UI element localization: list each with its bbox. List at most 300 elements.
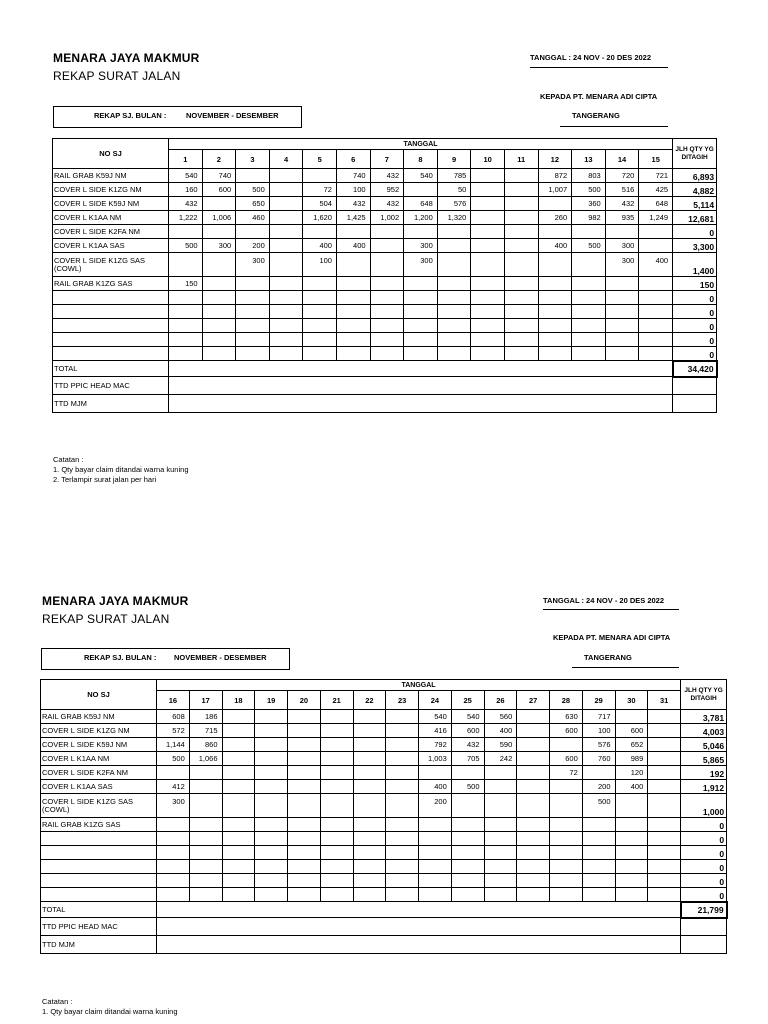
signature-row	[41, 918, 727, 936]
qty-cell	[353, 846, 386, 860]
qty-cell	[320, 860, 353, 874]
qty-cell: 500	[582, 794, 615, 818]
qty-cell	[484, 780, 517, 794]
qty-cell: 1,002	[370, 211, 404, 225]
total-span	[157, 902, 681, 918]
qty-cell	[288, 888, 321, 902]
qty-cell: 600	[550, 752, 583, 766]
row-total: 0	[681, 832, 727, 846]
day-header: 7	[370, 150, 404, 169]
table-row	[41, 710, 727, 724]
day-header: 22	[353, 691, 386, 710]
item-name: COVER L SIDE K2FA NM	[53, 225, 169, 239]
qty-cell	[157, 766, 190, 780]
qty-cell	[320, 846, 353, 860]
qty-cell: 200	[419, 794, 452, 818]
qty-cell	[451, 794, 484, 818]
table-row	[41, 860, 727, 874]
qty-cell: 432	[370, 197, 404, 211]
day-header: 17	[189, 691, 222, 710]
item-name: RAIL GRAB K1ZG SAS	[53, 277, 169, 291]
qty-cell: 500	[157, 752, 190, 766]
qty-cell: 516	[605, 183, 639, 197]
qty-cell	[517, 738, 550, 752]
table-row	[41, 794, 727, 818]
qty-cell	[222, 738, 255, 752]
qty-cell	[451, 860, 484, 874]
qty-cell	[386, 860, 419, 874]
qty-cell	[550, 832, 583, 846]
qty-cell	[353, 888, 386, 902]
qty-cell: 1,144	[157, 738, 190, 752]
qty-cell: 242	[484, 752, 517, 766]
day-header: 21	[320, 691, 353, 710]
notes-title: Catatan :	[42, 997, 73, 1006]
qty-cell	[222, 794, 255, 818]
day-header: 4	[269, 150, 303, 169]
item-name: COVER L SIDE K1ZG SAS (COWL)	[41, 794, 157, 818]
item-name: COVER L K1AA SAS	[53, 239, 169, 253]
day-header: 3	[236, 150, 270, 169]
qty-cell: 400	[538, 239, 572, 253]
qty-cell	[255, 860, 288, 874]
qty-cell	[222, 724, 255, 738]
qty-cell	[255, 710, 288, 724]
qty-cell	[517, 780, 550, 794]
notes	[42, 997, 178, 1017]
qty-cell: 715	[189, 724, 222, 738]
item-name	[41, 846, 157, 860]
qty-cell	[288, 818, 321, 832]
qty-cell	[288, 752, 321, 766]
qty-cell	[320, 818, 353, 832]
row-total: 192	[681, 766, 727, 780]
qty-cell: 540	[404, 169, 438, 183]
qty-cell	[353, 710, 386, 724]
note-item: 2. Terlampir surat jalan per hari	[53, 475, 157, 484]
qty-cell	[222, 752, 255, 766]
day-header: 10	[471, 150, 505, 169]
row-total: 0	[681, 860, 727, 874]
row-total: 4,003	[681, 724, 727, 738]
qty-cell	[550, 874, 583, 888]
qty-cell	[386, 724, 419, 738]
qty-cell: 785	[437, 169, 471, 183]
qty-cell	[419, 860, 452, 874]
signature-mjm-label: TTD MJM	[53, 395, 169, 413]
header-row	[41, 680, 727, 691]
qty-cell	[255, 724, 288, 738]
table-row	[41, 766, 727, 780]
qty-cell: 400	[615, 780, 648, 794]
qty-cell	[189, 860, 222, 874]
rekap-table	[40, 679, 728, 954]
qty-cell	[189, 766, 222, 780]
qty-cell: 572	[157, 724, 190, 738]
row-total: 5,046	[681, 738, 727, 752]
qty-cell	[288, 738, 321, 752]
qty-cell	[550, 818, 583, 832]
company-name: MENARA JAYA MAKMUR	[42, 594, 189, 608]
qty-cell: 608	[157, 710, 190, 724]
qty-cell	[615, 794, 648, 818]
qty-cell	[255, 818, 288, 832]
day-header: 11	[504, 150, 538, 169]
qty-cell	[517, 874, 550, 888]
qty-cell: 1,066	[189, 752, 222, 766]
qty-cell	[615, 818, 648, 832]
qty-cell	[582, 874, 615, 888]
row-total: 3,300	[673, 239, 717, 253]
day-header: 8	[404, 150, 438, 169]
qty-cell	[288, 780, 321, 794]
qty-cell: 1,003	[419, 752, 452, 766]
qty-cell: 872	[538, 169, 572, 183]
qty-cell	[615, 874, 648, 888]
qty-cell	[320, 766, 353, 780]
qty-cell: 500	[236, 183, 270, 197]
qty-cell: 300	[236, 253, 270, 277]
grand-total: 34,420	[673, 361, 717, 377]
tanggal-range: TANGGAL : 24 NOV - 20 DES 2022	[543, 596, 665, 605]
row-total: 0	[681, 888, 727, 902]
qty-cell: 460	[236, 211, 270, 225]
qty-cell: 50	[437, 183, 471, 197]
qty-cell	[288, 874, 321, 888]
city: TANGERANG	[584, 653, 632, 662]
note-item: 1. Qty bayar claim ditandai warna kuning	[42, 1007, 178, 1016]
table-row	[41, 780, 727, 794]
qty-cell	[157, 888, 190, 902]
day-header: 1	[169, 150, 203, 169]
qty-cell	[288, 860, 321, 874]
day-header: 19	[255, 691, 288, 710]
item-name: COVER L SIDE K1ZG NM	[53, 183, 169, 197]
qty-cell: 1,620	[303, 211, 337, 225]
city: TANGERANG	[572, 111, 620, 120]
qty-cell	[222, 846, 255, 860]
row-total: 1,912	[681, 780, 727, 794]
row-total: 1,400	[673, 253, 717, 277]
qty-cell: 576	[582, 738, 615, 752]
qty-cell: 652	[615, 738, 648, 752]
recipient: KEPADA PT. MENARA ADI CIPTA	[540, 92, 658, 101]
table-row	[41, 846, 727, 860]
qty-cell	[615, 888, 648, 902]
qty-cell	[353, 766, 386, 780]
qty-cell: 400	[336, 239, 370, 253]
qty-cell	[648, 780, 681, 794]
qty-cell	[451, 846, 484, 860]
sheet-subtitle: REKAP SURAT JALAN	[53, 69, 181, 83]
qty-cell	[550, 846, 583, 860]
table-row	[41, 874, 727, 888]
qty-cell	[517, 818, 550, 832]
qty-cell	[582, 888, 615, 902]
item-name: RAIL GRAB K1ZG SAS	[41, 818, 157, 832]
qty-cell	[386, 710, 419, 724]
qty-cell	[648, 832, 681, 846]
qty-cell	[255, 888, 288, 902]
day-header: 26	[484, 691, 517, 710]
qty-cell: 100	[336, 183, 370, 197]
total-label: TOTAL	[41, 902, 157, 918]
qty-cell	[517, 888, 550, 902]
qty-cell	[451, 888, 484, 902]
qty-cell	[353, 794, 386, 818]
row-total: 4,882	[673, 183, 717, 197]
qty-cell	[484, 818, 517, 832]
qty-cell	[451, 766, 484, 780]
qty-cell: 300	[202, 239, 236, 253]
qty-cell	[386, 794, 419, 818]
day-header: 25	[451, 691, 484, 710]
item-name: RAIL GRAB K59J NM	[41, 710, 157, 724]
qty-cell	[320, 752, 353, 766]
qty-cell	[189, 832, 222, 846]
qty-cell: 600	[202, 183, 236, 197]
qty-cell: 160	[169, 183, 203, 197]
qty-cell: 432	[451, 738, 484, 752]
qty-cell	[353, 780, 386, 794]
qty-cell	[386, 888, 419, 902]
table-row	[41, 752, 727, 766]
qty-cell: 260	[538, 211, 572, 225]
rekap-month-value: NOVEMBER - DESEMBER	[186, 111, 279, 120]
col-header-qty: JLH QTY YG DITAGIH	[681, 680, 727, 710]
item-name: COVER L K1AA SAS	[41, 780, 157, 794]
qty-cell	[615, 832, 648, 846]
day-header: 30	[615, 691, 648, 710]
qty-cell	[517, 860, 550, 874]
qty-cell	[222, 818, 255, 832]
qty-cell: 186	[189, 710, 222, 724]
table-row	[41, 818, 727, 832]
qty-cell	[484, 888, 517, 902]
qty-cell	[550, 888, 583, 902]
qty-cell: 1,006	[202, 211, 236, 225]
row-total: 5,114	[673, 197, 717, 211]
qty-cell	[255, 874, 288, 888]
qty-cell	[582, 766, 615, 780]
qty-cell	[157, 860, 190, 874]
qty-cell: 989	[615, 752, 648, 766]
row-total: 0	[681, 874, 727, 888]
qty-cell	[484, 846, 517, 860]
qty-cell	[157, 874, 190, 888]
qty-cell	[517, 710, 550, 724]
qty-cell	[386, 738, 419, 752]
qty-cell: 720	[605, 169, 639, 183]
signature-ppic-label: TTD PPIC HEAD MAC	[41, 918, 157, 936]
day-header: 31	[648, 691, 681, 710]
qty-cell	[615, 846, 648, 860]
row-total: 0	[673, 225, 717, 239]
qty-cell	[157, 832, 190, 846]
item-name: COVER L SIDE K2FA NM	[41, 766, 157, 780]
qty-cell: 935	[605, 211, 639, 225]
item-name: COVER L SIDE K59J NM	[41, 738, 157, 752]
qty-cell	[288, 832, 321, 846]
qty-cell: 432	[370, 169, 404, 183]
qty-cell: 1,320	[437, 211, 471, 225]
day-header: 15	[639, 150, 673, 169]
qty-cell	[582, 860, 615, 874]
qty-cell	[255, 752, 288, 766]
row-total: 0	[673, 305, 717, 319]
qty-cell	[353, 738, 386, 752]
qty-cell: 560	[484, 710, 517, 724]
row-total: 0	[673, 333, 717, 347]
qty-cell	[419, 832, 452, 846]
qty-cell	[648, 738, 681, 752]
recipient: KEPADA PT. MENARA ADI CIPTA	[553, 633, 671, 642]
item-name: COVER L SIDE K1ZG SAS (COWL)	[53, 253, 169, 277]
qty-cell	[353, 724, 386, 738]
item-name: RAIL GRAB K59J NM	[53, 169, 169, 183]
col-header-no-sj: NO SJ	[53, 139, 169, 169]
item-name	[41, 860, 157, 874]
qty-cell	[353, 860, 386, 874]
day-header: 16	[157, 691, 190, 710]
qty-cell: 1,222	[169, 211, 203, 225]
qty-cell	[451, 818, 484, 832]
qty-cell	[419, 888, 452, 902]
row-total: 0	[673, 291, 717, 305]
qty-cell: 740	[202, 169, 236, 183]
day-header: 14	[605, 150, 639, 169]
qty-cell: 500	[572, 183, 606, 197]
qty-cell: 740	[336, 169, 370, 183]
table-row	[41, 738, 727, 752]
qty-cell	[255, 738, 288, 752]
qty-cell	[222, 766, 255, 780]
qty-cell	[320, 794, 353, 818]
day-header: 13	[572, 150, 606, 169]
qty-cell: 500	[572, 239, 606, 253]
item-name: COVER L K1AA NM	[41, 752, 157, 766]
qty-cell	[288, 724, 321, 738]
qty-cell: 630	[550, 710, 583, 724]
col-header-qty: JLH QTY YG DITAGIH	[673, 139, 717, 169]
qty-cell	[189, 846, 222, 860]
qty-cell	[288, 766, 321, 780]
qty-cell: 400	[419, 780, 452, 794]
qty-cell: 648	[404, 197, 438, 211]
qty-cell	[288, 846, 321, 860]
qty-cell	[386, 818, 419, 832]
qty-cell	[320, 832, 353, 846]
total-label: TOTAL	[53, 361, 169, 377]
qty-cell: 150	[169, 277, 203, 291]
qty-cell	[582, 818, 615, 832]
day-header: 12	[538, 150, 572, 169]
qty-cell	[451, 832, 484, 846]
qty-cell: 650	[236, 197, 270, 211]
qty-cell	[517, 794, 550, 818]
qty-cell: 952	[370, 183, 404, 197]
signature-mjm-label: TTD MJM	[41, 936, 157, 954]
qty-cell: 400	[639, 253, 673, 277]
qty-cell: 590	[484, 738, 517, 752]
qty-cell: 600	[615, 724, 648, 738]
row-total: 0	[681, 818, 727, 832]
qty-cell: 300	[605, 253, 639, 277]
signature-area	[157, 936, 681, 954]
qty-cell	[386, 846, 419, 860]
row-total: 0	[681, 846, 727, 860]
qty-cell	[189, 794, 222, 818]
qty-cell: 721	[639, 169, 673, 183]
table-row	[41, 724, 727, 738]
qty-cell	[484, 766, 517, 780]
signature-ppic-label: TTD PPIC HEAD MAC	[53, 377, 169, 395]
qty-cell	[189, 888, 222, 902]
qty-cell: 504	[303, 197, 337, 211]
company-name: MENARA JAYA MAKMUR	[53, 51, 200, 65]
day-header: 5	[303, 150, 337, 169]
qty-cell	[386, 832, 419, 846]
rekap-month-box	[41, 648, 290, 670]
item-name	[41, 874, 157, 888]
qty-cell	[484, 860, 517, 874]
qty-cell	[484, 794, 517, 818]
qty-cell	[550, 780, 583, 794]
qty-cell: 432	[169, 197, 203, 211]
qty-cell	[648, 888, 681, 902]
qty-cell	[648, 710, 681, 724]
qty-cell	[189, 780, 222, 794]
qty-cell	[550, 860, 583, 874]
city-underline	[572, 667, 679, 668]
qty-cell	[419, 766, 452, 780]
table-row	[41, 832, 727, 846]
qty-cell	[255, 766, 288, 780]
qty-cell	[648, 874, 681, 888]
qty-cell	[484, 832, 517, 846]
row-total: 12,681	[673, 211, 717, 225]
qty-cell: 1,249	[639, 211, 673, 225]
qty-cell	[255, 832, 288, 846]
qty-cell	[648, 724, 681, 738]
qty-cell: 72	[303, 183, 337, 197]
qty-cell	[615, 860, 648, 874]
day-header: 27	[517, 691, 550, 710]
qty-cell	[255, 794, 288, 818]
qty-cell: 576	[437, 197, 471, 211]
qty-cell	[320, 780, 353, 794]
qty-cell: 982	[572, 211, 606, 225]
qty-cell	[157, 846, 190, 860]
qty-cell	[615, 710, 648, 724]
qty-cell	[288, 794, 321, 818]
qty-cell: 705	[451, 752, 484, 766]
item-name	[41, 888, 157, 902]
qty-cell: 600	[550, 724, 583, 738]
qty-cell: 100	[303, 253, 337, 277]
qty-cell	[386, 780, 419, 794]
qty-cell: 803	[572, 169, 606, 183]
qty-cell	[157, 818, 190, 832]
qty-cell	[550, 794, 583, 818]
qty-cell	[451, 874, 484, 888]
item-name: COVER L SIDE K59J NM	[53, 197, 169, 211]
col-header-no-sj: NO SJ	[41, 680, 157, 710]
qty-cell	[189, 874, 222, 888]
qty-cell	[648, 794, 681, 818]
qty-cell	[648, 766, 681, 780]
signature-qty-cell	[681, 936, 727, 954]
